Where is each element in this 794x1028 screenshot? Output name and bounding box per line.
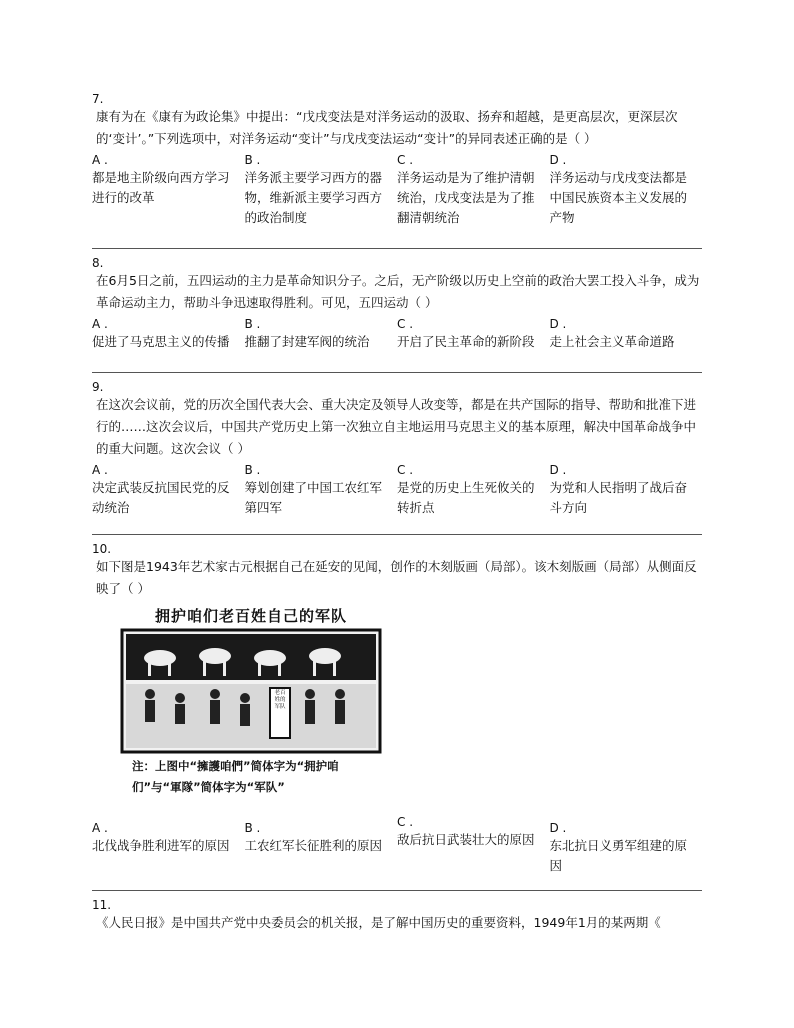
option-text: 东北抗日义勇军组建的原因: [549, 838, 688, 873]
sign-line: 老百: [274, 690, 286, 696]
question-number: 11.: [92, 898, 112, 912]
option-a[interactable]: [92, 316, 245, 352]
question-stem: 在6月5日之前，五四运动的主力是革命知识分子。之后，无产阶级以历史上空前的政治大罢工投入斗争，成为革命运动主力，帮助斗争迅速取得胜利。可见，五四运动（ ）: [96, 273, 700, 310]
question-stem: 康有为在《康有为政论集》中提出：“戊戌变法是对洋务运动的汲取、扬弃和超越，是更高层次，更深层次的‘变计’。”下列选项中，对洋务运动“变计”与戊戌变法运动“变计”的异同表述正确的是（ ）: [96, 109, 678, 146]
option-text: 推翻了封建军阀的统治: [244, 334, 370, 349]
option-text: 洋务运动与戊戌变法都是中国民族资本主义发展的产物: [549, 170, 688, 225]
option-label: B .: [244, 317, 261, 331]
question-number: 8.: [92, 256, 104, 270]
question-stem: 《人民日报》是中国共产党中央委员会的机关报，是了解中国历史的重要资料，1949年1月的某两期《: [96, 915, 661, 930]
question-7: [92, 92, 702, 228]
option-text: 为党和人民指明了战后奋斗方向: [549, 480, 688, 515]
option-label: A .: [92, 821, 108, 835]
question-10-options: [92, 812, 702, 876]
option-label: A .: [92, 463, 108, 477]
options: [92, 316, 702, 352]
option-label: D .: [549, 821, 567, 835]
option-text: 工农红军长征胜利的原因: [244, 838, 383, 853]
option-label: C .: [397, 463, 414, 477]
options: [92, 152, 702, 228]
sign-line: 姓的: [274, 697, 286, 703]
question-10: [92, 542, 702, 600]
option-d[interactable]: [550, 152, 703, 228]
option-label: C .: [397, 815, 414, 829]
option-text: 都是地主阶级向西方学习进行的改革: [92, 170, 230, 205]
question-9: [92, 380, 702, 518]
figure-note: 注：上图中“擁護咱們”简体字为“拥护咱们”与“軍隊”简体字为“军队”: [132, 759, 339, 794]
sign-line: 军队: [274, 704, 286, 710]
question-stem: 如下图是1943年艺术家古元根据自己在延安的见闻，创作的木刻版画（局部）。该木刻版画（局部）从侧面反映了（ ）: [96, 559, 697, 596]
option-d[interactable]: [550, 462, 703, 518]
options: [92, 462, 702, 518]
option-text: 促进了马克思主义的传播: [92, 334, 230, 349]
option-b[interactable]: [245, 814, 398, 876]
question-number: 7.: [92, 92, 104, 106]
divider: [92, 890, 702, 891]
option-label: A .: [92, 153, 108, 167]
option-label: D .: [549, 153, 567, 167]
question-number: 10.: [92, 542, 112, 556]
option-c[interactable]: [397, 814, 550, 876]
option-text: 敌后抗日武装壮大的原因: [397, 832, 535, 847]
option-label: B .: [244, 153, 261, 167]
options: [92, 814, 702, 876]
option-text: 走上社会主义革命道路: [549, 334, 675, 349]
option-label: B .: [244, 821, 261, 835]
option-c[interactable]: [397, 316, 550, 352]
woodcut-sign: [274, 688, 286, 710]
option-c[interactable]: [397, 152, 550, 228]
woodcut-print: [120, 604, 382, 754]
option-label: D .: [549, 463, 567, 477]
question-11: [92, 898, 702, 934]
option-d[interactable]: [550, 316, 703, 352]
woodcut-title: 拥护咱们老百姓自己的军队: [154, 607, 347, 625]
option-b[interactable]: [245, 462, 398, 518]
option-d[interactable]: [550, 814, 703, 876]
option-label: C .: [397, 153, 414, 167]
option-text: 洋务派主要学习西方的器物，维新派主要学习西方的政治制度: [244, 170, 383, 225]
option-text: 决定武装反抗国民党的反动统治: [92, 480, 230, 515]
option-b[interactable]: [245, 152, 398, 228]
question-stem: 在这次会议前，党的历次全国代表大会、重大决定及领导人改变等，都是在共产国际的指导、帮助和批准下进行的……这次会议后，中国共产党历史上第一次独立自主地运用马克思主义的基本原理，解决中国革命战争中的重大问题。这次会议（ ）: [96, 397, 697, 456]
question-8: [92, 256, 702, 352]
option-c[interactable]: [397, 462, 550, 518]
option-text: 是党的历史上生死攸关的转折点: [397, 480, 535, 515]
option-a[interactable]: [92, 814, 245, 876]
question-number: 9.: [92, 380, 104, 394]
option-b[interactable]: [245, 316, 398, 352]
divider: [92, 372, 702, 373]
option-label: B .: [244, 463, 261, 477]
option-label: D .: [549, 317, 567, 331]
woodcut-illustration: [120, 628, 382, 754]
option-a[interactable]: [92, 152, 245, 228]
option-label: C .: [397, 317, 414, 331]
option-text: 筹划创建了中国工农红军第四军: [244, 480, 383, 515]
option-label: A .: [92, 317, 108, 331]
divider: [92, 248, 702, 249]
divider: [92, 534, 702, 535]
option-text: 北伐战争胜利进军的原因: [92, 838, 230, 853]
option-text: 开启了民主革命的新阶段: [397, 334, 535, 349]
option-text: 洋务运动是为了维护清朝统治，戊戌变法是为了推翻清朝统治: [397, 170, 535, 225]
option-a[interactable]: [92, 462, 245, 518]
